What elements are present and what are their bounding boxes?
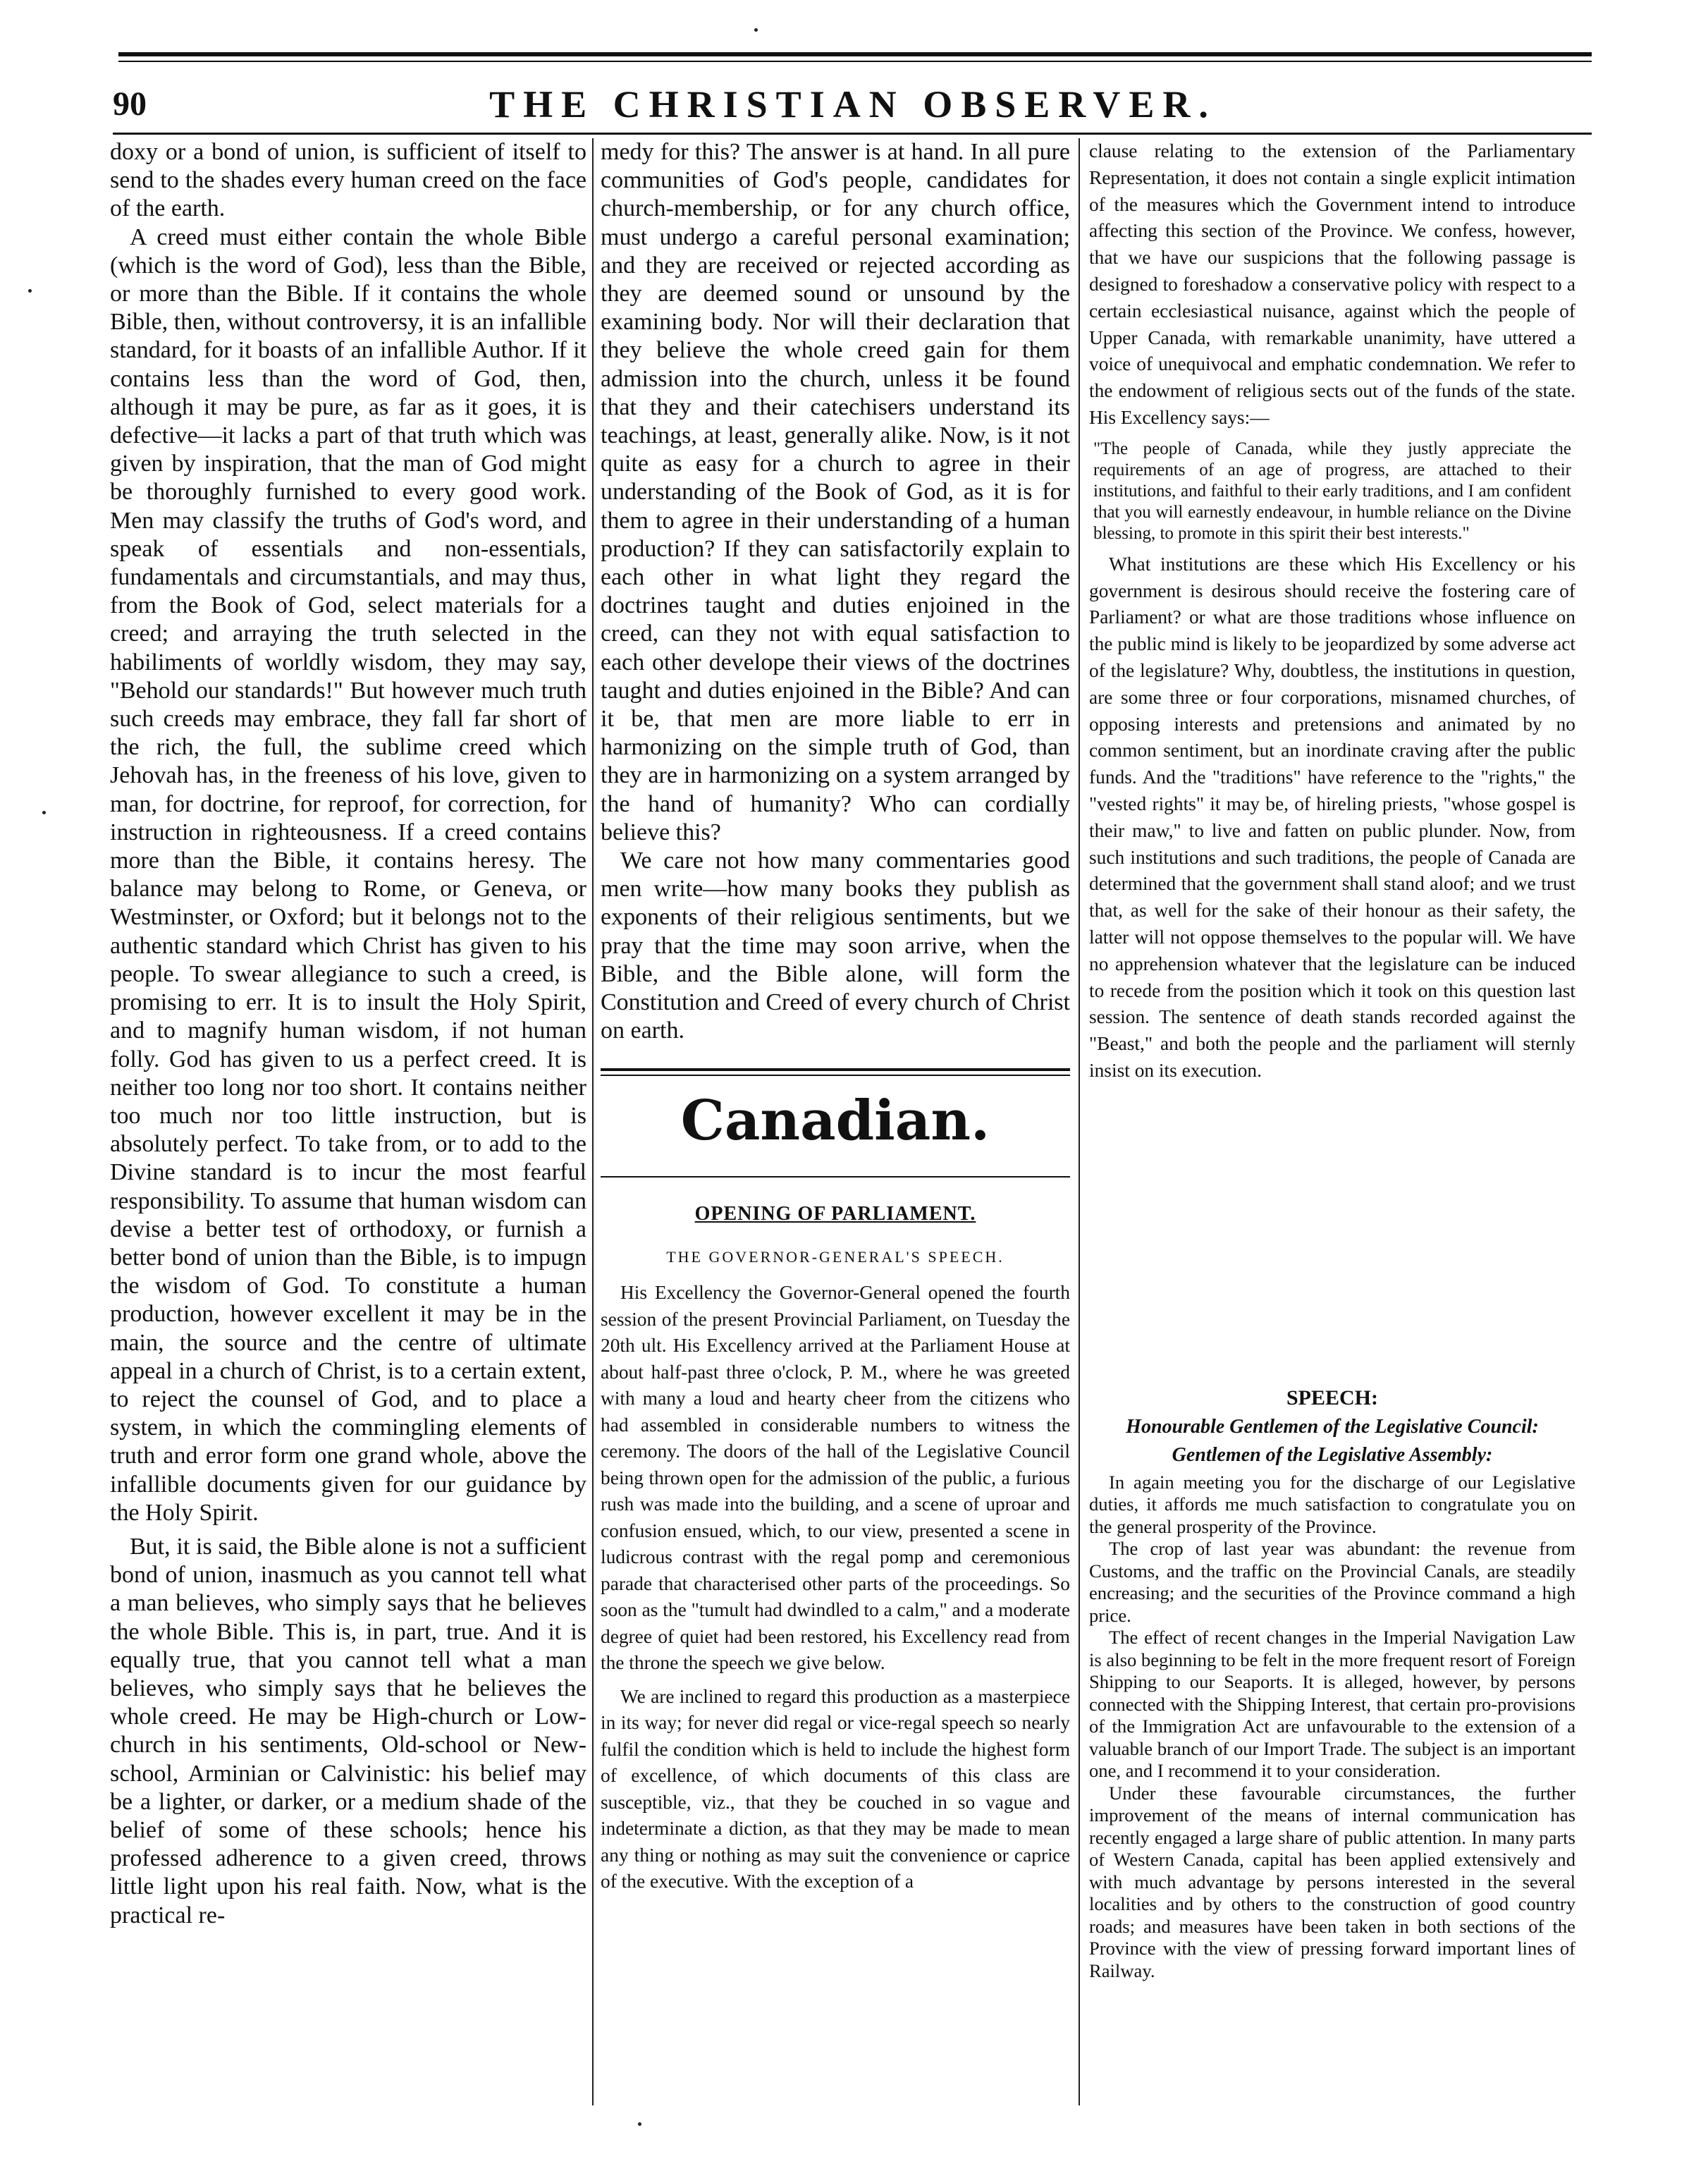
top-rule-thick bbox=[118, 52, 1592, 56]
col2-paragraph: We care not how many commentaries good men write—how many books they publish as exponents of their religious sentiments, but we pray that the time may soon arrive, when the Bible, and the Bible alone, will form the Constitution and Creed of every church of Christ on earth. bbox=[601, 848, 1070, 1044]
quoted-passage: "The people of Canada, while they justly appreciate the requirements of an age of progress, are attached to their institutions, and faithful to their early traditions, and I am confident that you will earnestly endeavour, in humble reliance on the Divine blessing, to promote in this spirit their best interests." bbox=[1093, 439, 1571, 543]
column-divider-left bbox=[592, 138, 594, 2105]
speech-paragraph: In again meeting you for the discharge of our Legislative duties, it affords me much satisfaction to congratulate you on the general prosperity of the Province. bbox=[1089, 1471, 1575, 1537]
department-rule-bottom bbox=[601, 1176, 1070, 1178]
col2-lower-paragraph: We are inclined to regard this production as a masterpiece in its way; for never did regal or vice-regal speech so nearly fulfil the condition which is held to include the highest form of excellence, of which documents of this class are susceptible, viz., that they be couched in so vague and indeterminate a diction, as that they may be made to mean any thing or nothing as may suit the convenience or caprice of the executive. With the exception of a bbox=[601, 1685, 1070, 1892]
print-speck bbox=[754, 28, 758, 32]
top-rule-thin bbox=[118, 61, 1592, 62]
column-2-upper bbox=[601, 138, 1070, 1168]
speech-label: SPEECH: bbox=[1286, 1386, 1379, 1409]
address-line: Gentlemen of the Legislative Assembly: bbox=[1172, 1443, 1493, 1466]
department-title: Canadian. bbox=[680, 1089, 990, 1153]
column-3-upper bbox=[1089, 138, 1575, 1337]
header-rule bbox=[113, 133, 1592, 135]
department-rule-top-thin bbox=[601, 1075, 1070, 1076]
page-number: 90 bbox=[113, 85, 147, 123]
print-speck bbox=[638, 2122, 641, 2126]
column-2-lower bbox=[601, 1280, 1070, 2101]
col3-commentary: What institutions are these which His Excellency or his government is desirous should receive the fostering care of Parliament? or what are those traditions whose influence on the public mind is likely to be jeopardized by some adverse act of the legislature? Why, doubtless, the institutions in question, are some three or four corporations, misnamed churches, of opposing interests and pretensions and animated by no common sentiment, but an inordinate craving after the public funds. And the "traditions" have reference to the "rights," the "vested rights" it may be, of hireling priests, "whose gospel is their maw," to live and fatten on public plunder. Now, from such institutions and such traditions, the people of Canada are determined that the government shall stand aloof; and we trust that, as well for the sake of their honour as their safety, the latter will not oppose themselves to the popular will. We have no apprehension whatever that the legislature can be induced to recede from the position which it took on this question last session. The sentence of death stands recorded against the "Beast," and both the people and the parliament will sternly insist on its execution. bbox=[1089, 553, 1575, 1081]
col1-paragraph: But, it is said, the Bible alone is not a sufficient bond of union, inasmuch as you cannot tell what a man believes, who simply says that he believes the whole Bible. This is, in part, true. And it is equally true, that you cannot tell what a man believes, who simply says that he believes the whole creed. He may be High-church or Low-church in his sentiments, Old-school or New-school, Arminian or Calvinistic: his belief may be a lighter, or darker, or a medium shade of the belief of some of these schools; hence his professed adherence to a given creed, throws little light upon his real faith. Now, what is the practical re- bbox=[110, 1533, 586, 1928]
col2-lower-paragraph: His Excellency the Governor-General opened the fourth session of the present Provincial Parliament, on Tuesday the 20th ult. His Excellency arrived at the Parliament House at about half-past three o'clock, P. M., where he was greeted with many a loud and hearty cheer from the citizens who had assembled in considerable numbers to witness the ceremony. The doors of the hall of the Legislative Council being thrown open for the admission of the public, a furious rush was made into the building, and a scene of uproar and confusion ensued, which, to our view, presented a scene in ludicrous contrast with the regal pomp and ceremonious parade that characterised other parts of the proceedings. So soon as the "tumult had dwindled to a calm," and a moderate degree of quiet had been restored, his Excellency read from the throne the speech we give below. bbox=[601, 1282, 1070, 1673]
speech-paragraph: The effect of recent changes in the Imperial Navigation Law is also beginning to be felt in the more frequent resort of Foreign Shipping to our Seaports. It is alleged, however, by persons connected with the Shipping Interest, that certain pro-provisions of the Immigration Act are unfavourable to the extension of a valuable branch of our Import Trade. The subject is an important one, and I recommend it to your consideration. bbox=[1089, 1627, 1575, 1781]
page-header bbox=[113, 76, 1593, 133]
address-line: Honourable Gentlemen of the Legislative Council: bbox=[1126, 1415, 1539, 1438]
speech-paragraph: The crop of last year was abundant: the revenue from Customs, and the traffic on the Provincial Canals, are steadily encreasing; and the securities of the Province command a high price. bbox=[1089, 1538, 1575, 1626]
section-subheading: THE GOVERNOR-GENERAL'S SPEECH. bbox=[666, 1248, 1004, 1266]
print-speck bbox=[42, 811, 46, 814]
print-speck bbox=[28, 289, 32, 293]
publication-title: THE CHRISTIAN OBSERVER. bbox=[489, 83, 1217, 126]
speech-section bbox=[1089, 1382, 1575, 2101]
column-divider-right bbox=[1079, 138, 1080, 2105]
col1-paragraph: doxy or a bond of union, is sufficient of itself to send to the shades every human creed on the face of the earth. bbox=[110, 139, 586, 222]
department-rule-top bbox=[601, 1068, 1070, 1071]
col2-paragraph: medy for this? The answer is at hand. In all pure communities of God's people, candidates for church-membership, or for any church office, must undergo a careful personal examination; and they are received or rejected according as they are deemed sound or unsound by the examining body. Nor will their declaration that they believe the whole creed gain for them admission into the church, unless it be found that they and their catechisers understand its teachings, at least, generally alike. Now, is it not quite as easy for a church to agree in their understanding of the Book of God, as it is for them to agree in their understanding of a human production? If they can satisfactorily explain to each other in what light they regard the doctrines taught and duties enjoined in the creed, can they not with equal satisfaction to each other develope their views of the doctrines taught and duties enjoined in the Bible? And can it be, that men are more liable to err in harmonizing on the simple truth of God, than they are in harmonizing on a system arranged by the hand of humanity? Who can cordially believe this? bbox=[601, 139, 1070, 845]
col3-paragraph: clause relating to the extension of the Parliamentary Representation, it does not contain a single explicit intimation of the measures which the Government intend to introduce affecting this section of the Province. We confess, however, that we have our suspicions that the following passage is designed to foreshadow a conservative policy with respect to a certain ecclesiastical nuisance, against which the people of Upper Canada, with remarkable unanimity, have uttered a voice of unequivocal and emphatic condemnation. We refer to the endowment of religious sects out of the funds of the state. His Excellency says:— bbox=[1089, 140, 1575, 428]
speech-paragraph: Under these favourable circumstances, the further improvement of the means of internal communication has recently engaged a large share of public attention. In many parts of Western Canada, capital has been applied extensively and with much advantage by persons interested in the several localities and by others to the construction of good country roads; and measures have been taken in both sections of the Province with the view of pressing forward important lines of Railway. bbox=[1089, 1782, 1575, 1981]
section-heading: OPENING OF PARLIAMENT. bbox=[694, 1203, 976, 1225]
column-1 bbox=[110, 138, 586, 2112]
col1-paragraph: A creed must either contain the whole Bible (which is the word of God), less than the Bible, or more than the Bible. If it contains the whole Bible, then, without controversy, it is an infallible standard, for it boasts of an infallible Author. If it contains less than the word of God, then, although it may be pure, as far as it goes, it is defective—it lacks a part of that truth which was given by inspiration, that the man of God might be thoroughly furnished to every good work. Men may classify the truths of God's word, and speak of essentials and non-essentials, fundamentals and circumstantials, and may thus, from the Book of God, select materials for a creed; and arraying the truth selected in the habiliments of worldly wisdom, they may say, "Behold our standards!" But however much truth such creeds may embrace, they fall far short of the rich, the full, the sublime creed which Jehovah has, in the freeness of his love, given to man, for doctrine, for reproof, for correction, for instruction in righteousness. If a creed contains more than the Bible, it contains heresy. The balance may belong to Rome, or Geneva, or Westminster, or Oxford; but it belongs not to the authentic standard which Christ has given to his people. To swear allegiance to such a creed, is promising to err. It is to insult the Holy Spirit, and to magnify human wisdom, if not human folly. God has given to us a perfect creed. It is neither too long nor too short. It contains neither too much nor too little instruction, but is absolutely perfect. To take from, or to add to the Divine standard is to incur the most fearful responsibility. To assume that human wisdom can devise a better test of orthodoxy, or furnish a better bond of union than the Bible, is to impugn the wisdom of God. To constitute a human production, however excellent it may be in the main, the source and the centre of ultimate appeal in a church of Christ, is to a certain extent, to reject the counsel of God, and to place a system, in which the commingling elements of truth and error form one grand whole, above the infallible documents given for our guidance by the Holy Spirit. bbox=[110, 224, 586, 1526]
